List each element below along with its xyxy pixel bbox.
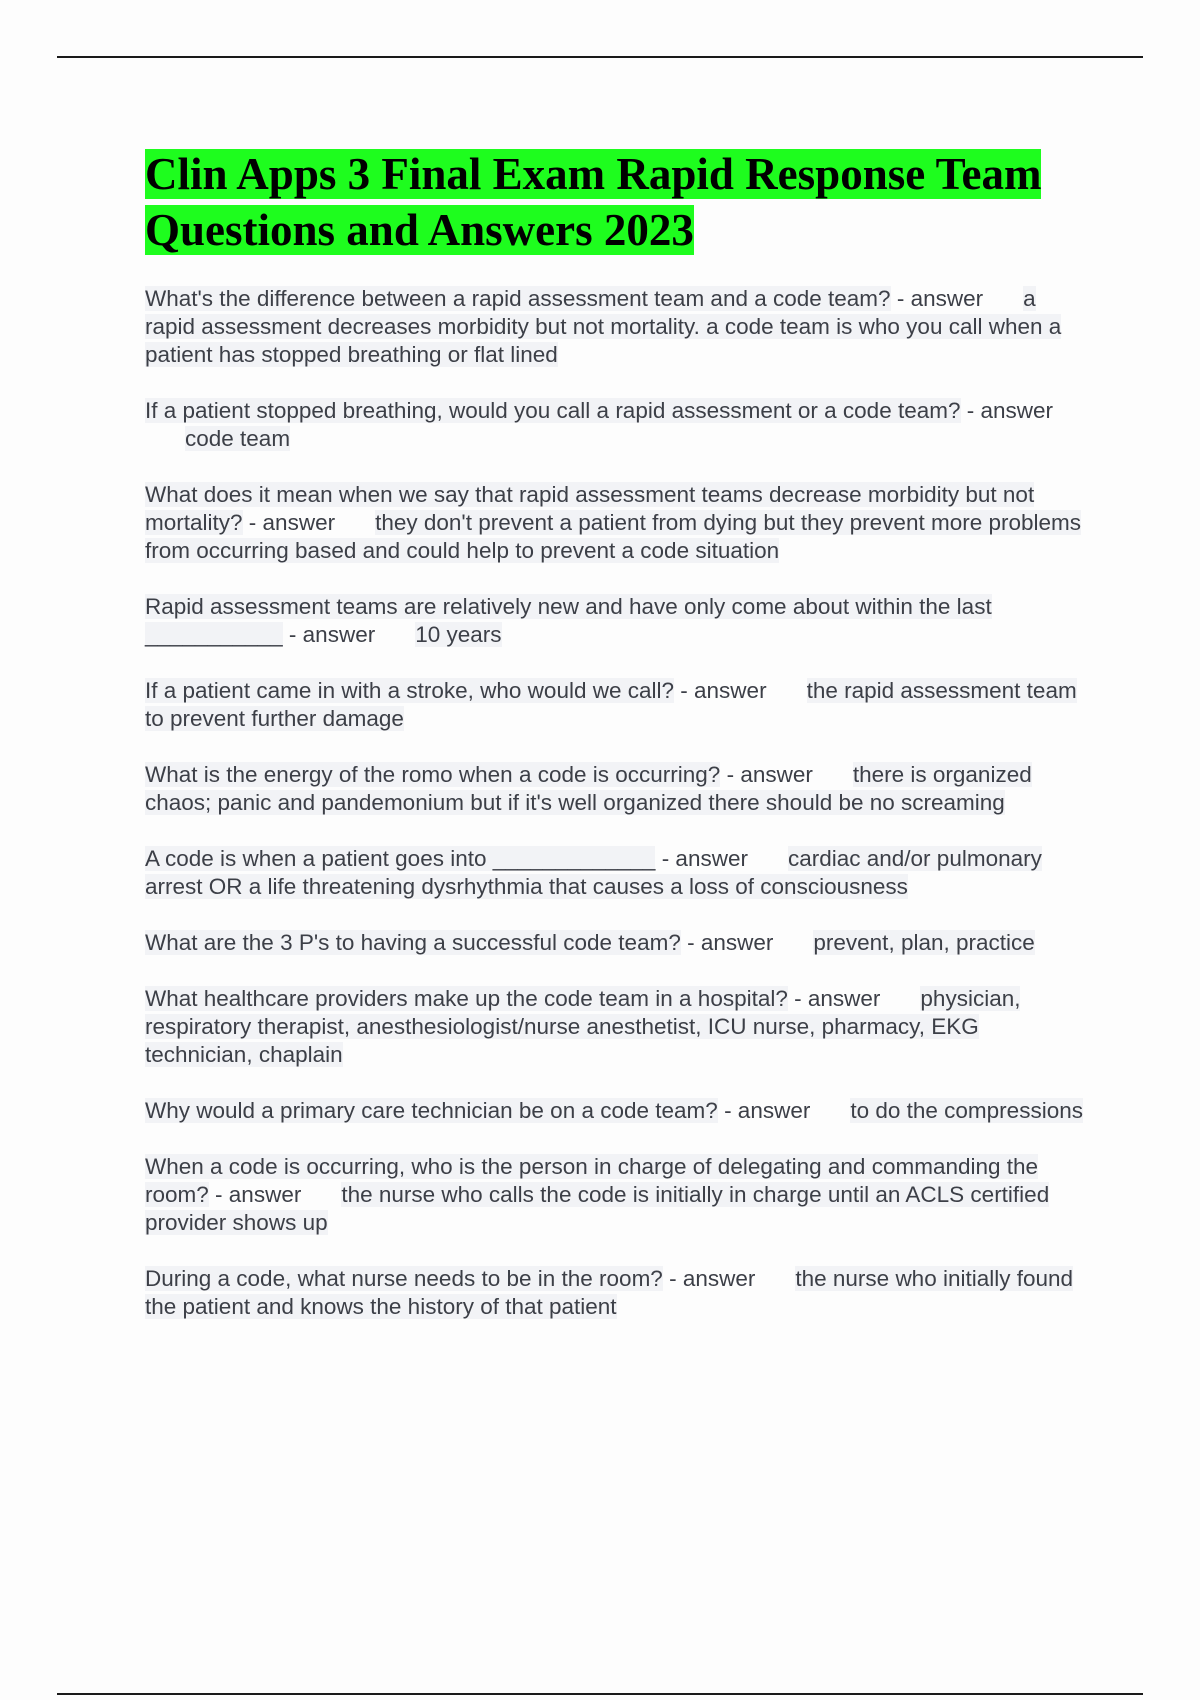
question-text: What is the energy of the romo when a code is occurring? [145, 762, 721, 787]
question-text: Rapid assessment teams are relatively new and have only come about within the last ___________ [145, 594, 992, 647]
answer-text: 10 years [415, 622, 502, 647]
question-text: If a patient stopped breathing, would you call a rapid assessment or a code team? [145, 398, 961, 423]
title-text: Clin Apps 3 Final Exam Rapid Response Team Questions and Answers 2023 [145, 149, 1042, 255]
qa-item [145, 1265, 1090, 1321]
answer-text: the nurse who initially found the patient and knows the history of that patient [145, 1266, 1074, 1319]
document-title [145, 146, 1090, 258]
answer-separator: - answer [726, 762, 813, 787]
answer-separator: - answer [680, 678, 767, 703]
answer-text: prevent, plan, practice [813, 930, 1035, 955]
answer-text: physician, respiratory therapist, anesthesiologist/nurse anesthetist, ICU nurse, pharmacy, EKG technician, chaplain [145, 986, 1021, 1067]
top-rule [57, 56, 1143, 58]
qa-item [145, 285, 1090, 369]
answer-separator: - answer [794, 986, 881, 1011]
answer-text: a rapid assessment decreases morbidity but not mortality. a code team is who you call when a patient has stopped breathing or flat lined [145, 286, 1062, 367]
answer-separator: - answer [724, 1098, 811, 1123]
qa-item [145, 593, 1090, 649]
question-text: When a code is occurring, who is the person in charge of delegating and commanding the room? [145, 1154, 1039, 1207]
answer-text: there is organized chaos; panic and pandemonium but if it's well organized there should be no screaming [145, 762, 1032, 815]
question-text: What are the 3 P's to having a successful code team? [145, 930, 681, 955]
question-text: Why would a primary care technician be on a code team? [145, 1098, 718, 1123]
bottom-rule [57, 1693, 1143, 1695]
question-text: If a patient came in with a stroke, who would we call? [145, 678, 675, 703]
qa-item [145, 929, 1090, 957]
question-text: What healthcare providers make up the code team in a hospital? [145, 986, 788, 1011]
answer-separator: - answer [215, 1182, 302, 1207]
answer-text: the nurse who calls the code is initially in charge until an ACLS certified provider shows up [145, 1182, 1050, 1235]
qa-item [145, 985, 1090, 1069]
answer-separator: - answer [669, 1266, 756, 1291]
qa-item [145, 1153, 1090, 1237]
qa-item [145, 1097, 1090, 1125]
qa-item [145, 761, 1090, 817]
answer-separator: - answer [966, 398, 1054, 423]
answer-separator: - answer [896, 286, 984, 311]
qa-list [145, 285, 1090, 1321]
answer-text: cardiac and/or pulmonary arrest OR a life threatening dysrhythmia that causes a loss of consciousness [145, 846, 1042, 899]
qa-item [145, 845, 1090, 901]
question-text: What's the difference between a rapid assessment team and a code team? [145, 286, 891, 311]
qa-item [145, 481, 1090, 565]
answer-text: to do the compressions [850, 1098, 1083, 1123]
answer-text: the rapid assessment team to prevent further damage [145, 678, 1077, 731]
question-text: A code is when a patient goes into _____________ [145, 846, 656, 871]
answer-text: code team [185, 426, 291, 451]
question-text: During a code, what nurse needs to be in the room? [145, 1266, 663, 1291]
answer-separator: - answer [687, 930, 774, 955]
answer-separator: - answer [661, 846, 748, 871]
answer-text: they don't prevent a patient from dying but they prevent more problems from occurring based and could help to prevent a code situation [145, 510, 1082, 563]
qa-item [145, 397, 1090, 453]
qa-item [145, 677, 1090, 733]
answer-separator: - answer [288, 622, 376, 647]
question-text: What does it mean when we say that rapid assessment teams decrease morbidity but not mortality? [145, 482, 1035, 535]
answer-separator: - answer [248, 510, 336, 535]
document-body [145, 146, 1090, 1349]
